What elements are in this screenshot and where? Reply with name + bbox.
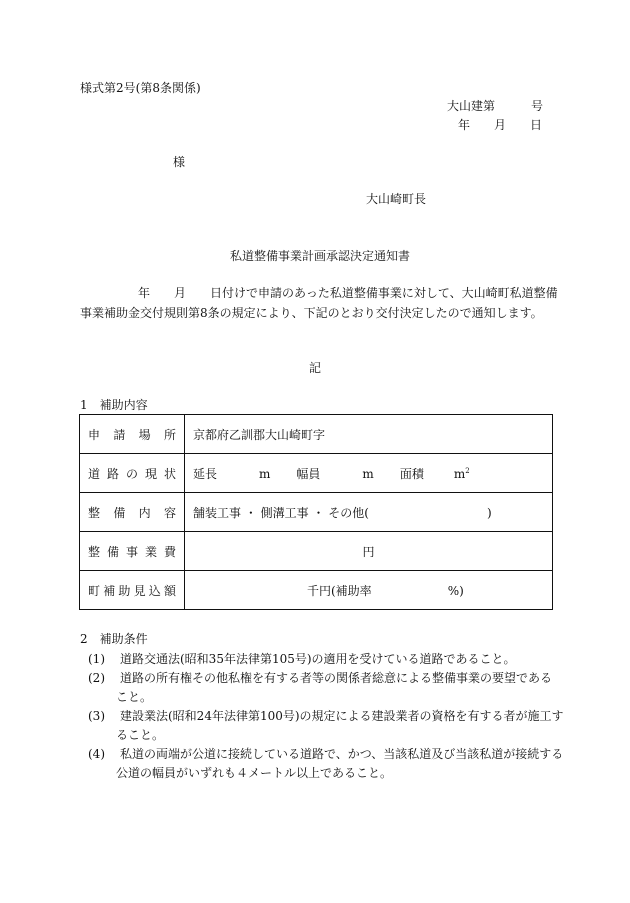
notice-body <box>80 283 556 323</box>
label-project-cost: 整備事業費 <box>80 532 185 571</box>
table-row <box>80 532 553 571</box>
addressee-suffix: 様 <box>173 155 186 169</box>
section-2-heading: 2 補助条件 <box>80 632 148 646</box>
table-row <box>80 415 553 454</box>
value-expected-subsidy <box>185 571 553 610</box>
label-application-location: 申請場所 <box>80 415 185 454</box>
condition-text: 道路の所有権その他私権を有する者等の関係者総意による整備事業の要望である <box>120 671 553 685</box>
condition-text: 道路交通法(昭和35年法律第105号)の適用を受けている道路であること。 <box>120 652 516 666</box>
list-item <box>88 650 558 669</box>
table-row <box>80 493 553 532</box>
date-line: 年 月 日 <box>458 118 543 132</box>
subsidy-details-table <box>79 414 553 610</box>
section-1-heading: 1 補助内容 <box>80 398 148 412</box>
value-road-status <box>185 454 553 493</box>
body-line1: 日付けで申請のあった私道整備事業に対して、大山崎町私道整備 <box>210 286 558 300</box>
condition-text-continued: こと。 <box>116 690 153 704</box>
document-title: 私道整備事業計画承認決定通知書 <box>230 249 411 263</box>
list-item <box>88 745 564 783</box>
label-road-status: 道路の現状 <box>80 454 185 493</box>
work-other-close: ) <box>486 505 492 520</box>
length-label: 延長 <box>193 466 218 481</box>
subsidy-rate-unit: %) <box>447 583 464 598</box>
width-unit: m <box>362 466 374 481</box>
value-application-location: 京都府乙訓郡大山崎町字 <box>185 415 553 454</box>
table-row <box>80 454 553 493</box>
area-unit: m <box>453 466 466 481</box>
list-item <box>88 669 558 707</box>
body-year: 年 <box>138 286 151 300</box>
work-options: 舗装工事 ・ 側溝工事 ・ その他( <box>193 505 369 520</box>
body-month: 月 <box>174 286 187 300</box>
conditions-list <box>88 650 564 783</box>
condition-number: (2) <box>88 671 105 685</box>
area-unit-superscript: 2 <box>465 466 470 475</box>
document-number: 大山建第 号 <box>447 99 544 113</box>
area-label: 面積 <box>399 466 424 481</box>
form-number: 様式第2号(第8条関係) <box>80 81 201 95</box>
value-work-content <box>185 493 553 532</box>
value-project-cost: 円 <box>185 532 553 571</box>
condition-number: (1) <box>88 652 105 666</box>
condition-text: 私道の両端が公道に接続している道路で、かつ、当該私道及び当該私道が接続する <box>120 747 564 761</box>
ki-heading: 記 <box>309 361 322 375</box>
condition-text-continued: ること。 <box>116 728 165 742</box>
label-expected-subsidy: 町補助見込額 <box>80 571 185 610</box>
subsidy-amount-unit: 千円(補助率 <box>307 583 372 598</box>
label-work-content: 整備内容 <box>80 493 185 532</box>
width-label: 幅員 <box>296 466 321 481</box>
condition-text-continued: 公道の幅員がいずれも４メートル以上であること。 <box>116 766 393 780</box>
length-unit: m <box>259 466 271 481</box>
list-item <box>88 707 564 745</box>
body-line2: 事業補助金交付規則第8条の規定により、下記のとおり交付決定したので通知します。 <box>80 306 543 320</box>
condition-text: 建設業法(昭和24年法律第100号)の規定による建設業者の資格を有する者が施工す <box>120 709 564 723</box>
issuer-name: 大山崎町長 <box>366 192 427 206</box>
condition-number: (4) <box>88 747 105 761</box>
table-row <box>80 571 553 610</box>
condition-number: (3) <box>88 709 105 723</box>
